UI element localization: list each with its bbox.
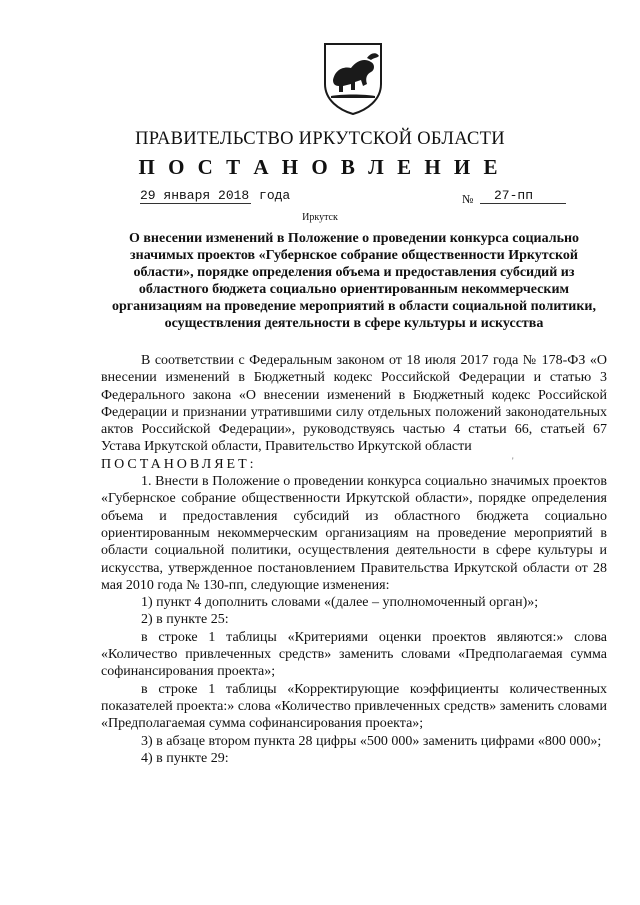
document-body — [101, 352, 607, 767]
document-number: 27-пп — [480, 188, 566, 204]
sub-item-4: 4) в пункте 29: — [141, 750, 229, 766]
preamble-paragraph: В соответствии с Федеральным законом от 18 июля 2017 года № 178-ФЗ «О внесении изменений в Бюджетный кодекс Российской Федерации и статью 3 Федерального закона «О внесении изменений в Бюджетный кодекс Российской Федерации и признании утратившими силу отдельных положений законодательных актов Российской Федерации», руководствуясь частью 4 статьи 66, статьей 67 Устава Иркутской области, Правительство Иркутской области — [101, 353, 607, 455]
sub-item-2b: в строке 1 таблицы «Корректирующие коэффициенты количественных показателей проекта:» слова «Количество привлеченных средств» заменить словами «Предполагаемая сумма софинансирования проекта»; — [101, 681, 607, 732]
resolves-line: ПОСТАНОВЛЯЕТ: — [101, 456, 257, 472]
government-title: ПРАВИТЕЛЬСТВО ИРКУТСКОЙ ОБЛАСТИ — [135, 129, 505, 149]
item-1-paragraph: 1. Внести в Положение о проведении конкурса социально значимых проектов «Губернское собрание общественности Иркутской области», порядке определения объема и предоставления субсидий из областного бюджета социально ориентированным некоммерческим организациям на проведение мероприятий в области социальной политики, осуществления деятельности в сфере культуры и искусства, утвержденное постановлением Правительства Иркутской области от 28 мая 2010 года № 130-пп, следующие изменения: — [101, 474, 607, 593]
date-value: 29 января 2018 — [140, 188, 250, 203]
irkutsk-coat-of-arms-icon — [321, 40, 385, 116]
sub-item-2a: в строке 1 таблицы «Критериями оценки проектов являются:» слова «Количество привлеченных средств» заменить словами «Предполагаемая сумма софинансирования проекта»; — [101, 629, 607, 680]
number-sign: № — [462, 192, 474, 206]
margin-mark: ' — [512, 456, 514, 466]
sub-item-3: 3) в абзаце втором пункта 28 цифры «500 000» заменить цифрами «800 000»; — [141, 733, 602, 749]
date-suffix: года — [259, 188, 291, 203]
sub-item-1: 1) пункт 4 дополнить словами «(далее – уполномоченный орган)»; — [141, 595, 539, 611]
city-label: Иркутск — [302, 212, 338, 223]
document-date — [140, 188, 290, 203]
document-heading: О внесении изменений в Положение о проведении конкурса социально значимых проектов «Губернское собрание общественности Иркутской области», порядке определения объема и предоставления субсидий из областного бюджета социально ориентированным некоммерческим организациям на проведение мероприятий в области социальной политики, осуществления деятельности в сфере культуры и искусства — [112, 231, 596, 331]
document-type-title: П О С Т А Н О В Л Е Н И Е — [138, 155, 502, 179]
sub-item-2: 2) в пункте 25: — [141, 612, 229, 628]
